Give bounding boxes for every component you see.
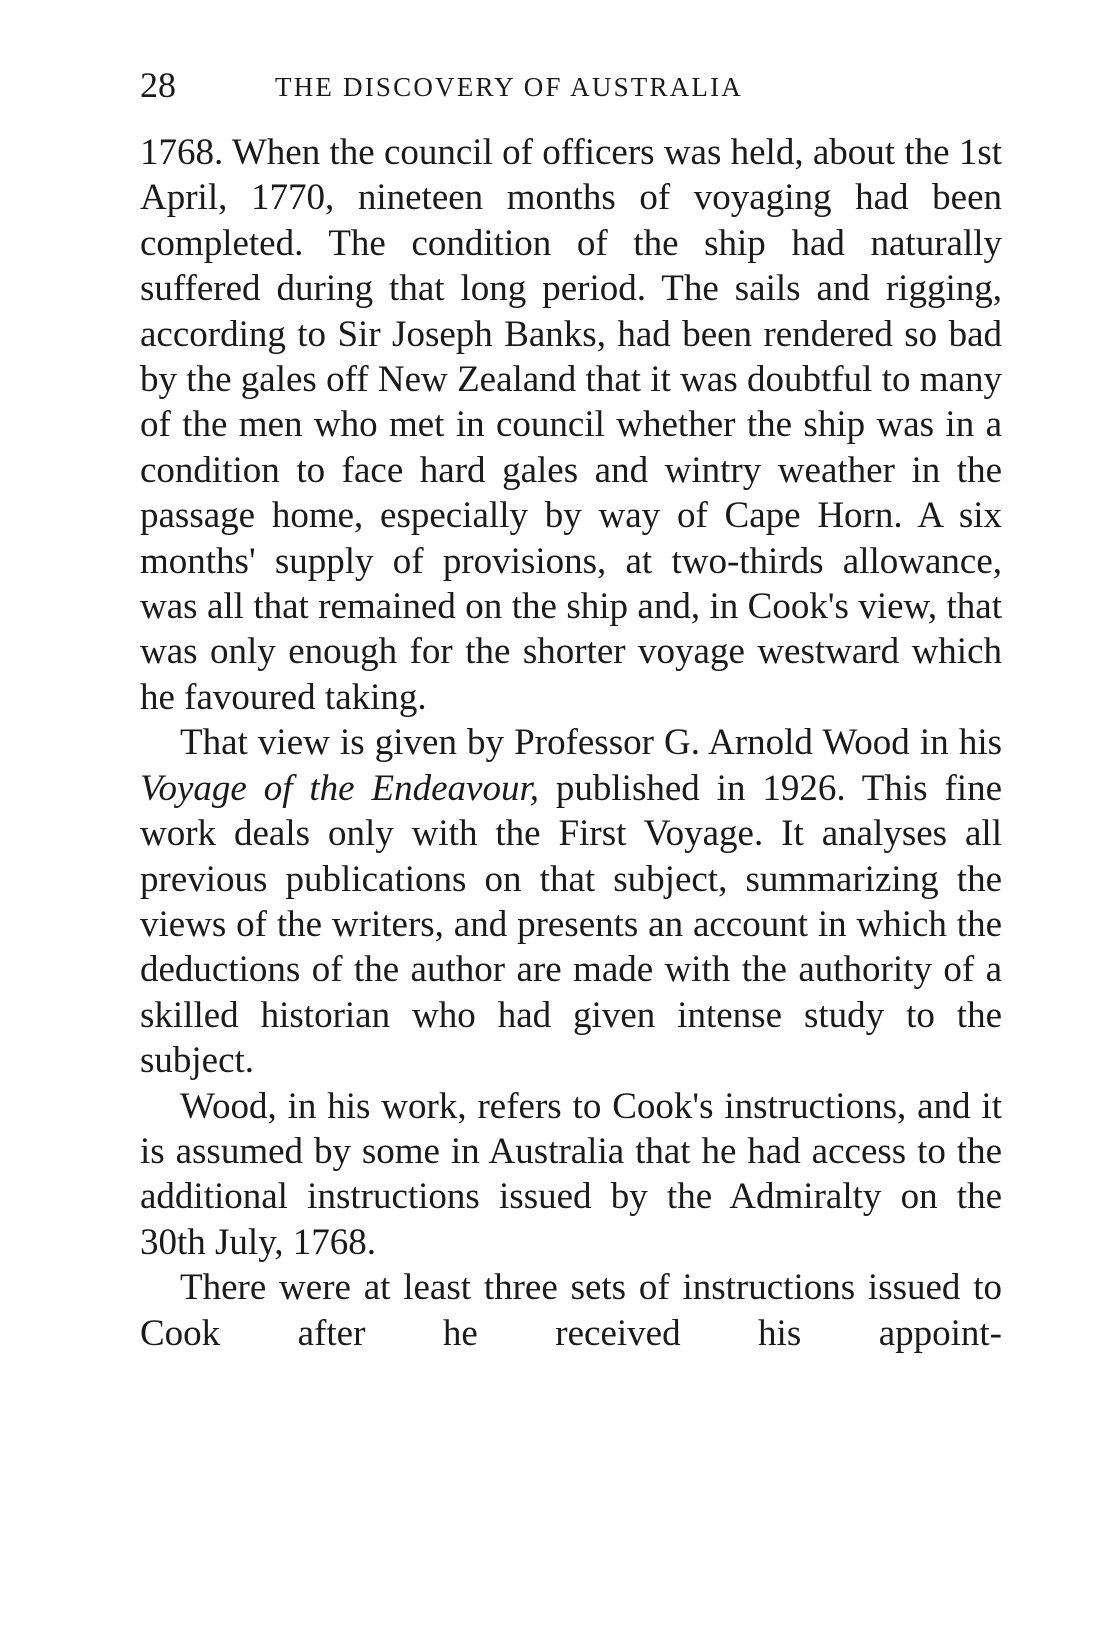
book-title: Voyage of the Endeavour, xyxy=(140,767,539,809)
paragraph-2-text-start: That view is given by Professor G. Arnold Wood in his xyxy=(180,722,1002,764)
body-text xyxy=(140,130,1002,1356)
paragraph-2 xyxy=(140,720,1002,1083)
paragraph-2-text-end: published in 1926. This fine work deals only with the First Voyage. It analyses all previous publications on that subject, summarizing the views of the writers, and presents an account in which the deductions of the author are made with the authority of a skilled historian who had given intense study to the subject. xyxy=(140,767,1002,1082)
running-head xyxy=(140,60,1000,110)
page-number: 28 xyxy=(140,65,176,105)
running-title: THE DISCOVERY OF AUSTRALIA xyxy=(275,72,743,102)
paragraph-3: Wood, in his work, refers to Cook's instructions, and it is assumed by some in Australia that he had access to the additional instructions issued by the Admiralty on the 30th July, 1768. xyxy=(140,1085,1002,1263)
paragraph-1: 1768. When the council of officers was held, about the 1st April, 1770, nineteen months of voyaging had been completed. The condition of the ship had naturally suffered during that long period. The sails and rigging, according to Sir Joseph Banks, had been rendered so bad by the gales off New Zealand that it was doubtful to many of the men who met in council whether the ship was in a condition to face hard gales and wintry weather in the passage home, especially by way of Cape Horn. A six months' supply of provisions, at two-thirds allowance, was all that remained on the ship and, in Cook's view, that was only enough for the shorter voyage westward which he favoured taking. xyxy=(140,132,1002,718)
paragraph-4: There were at least three sets of instructions issued to Cook after he received his appoint- xyxy=(140,1267,1002,1354)
